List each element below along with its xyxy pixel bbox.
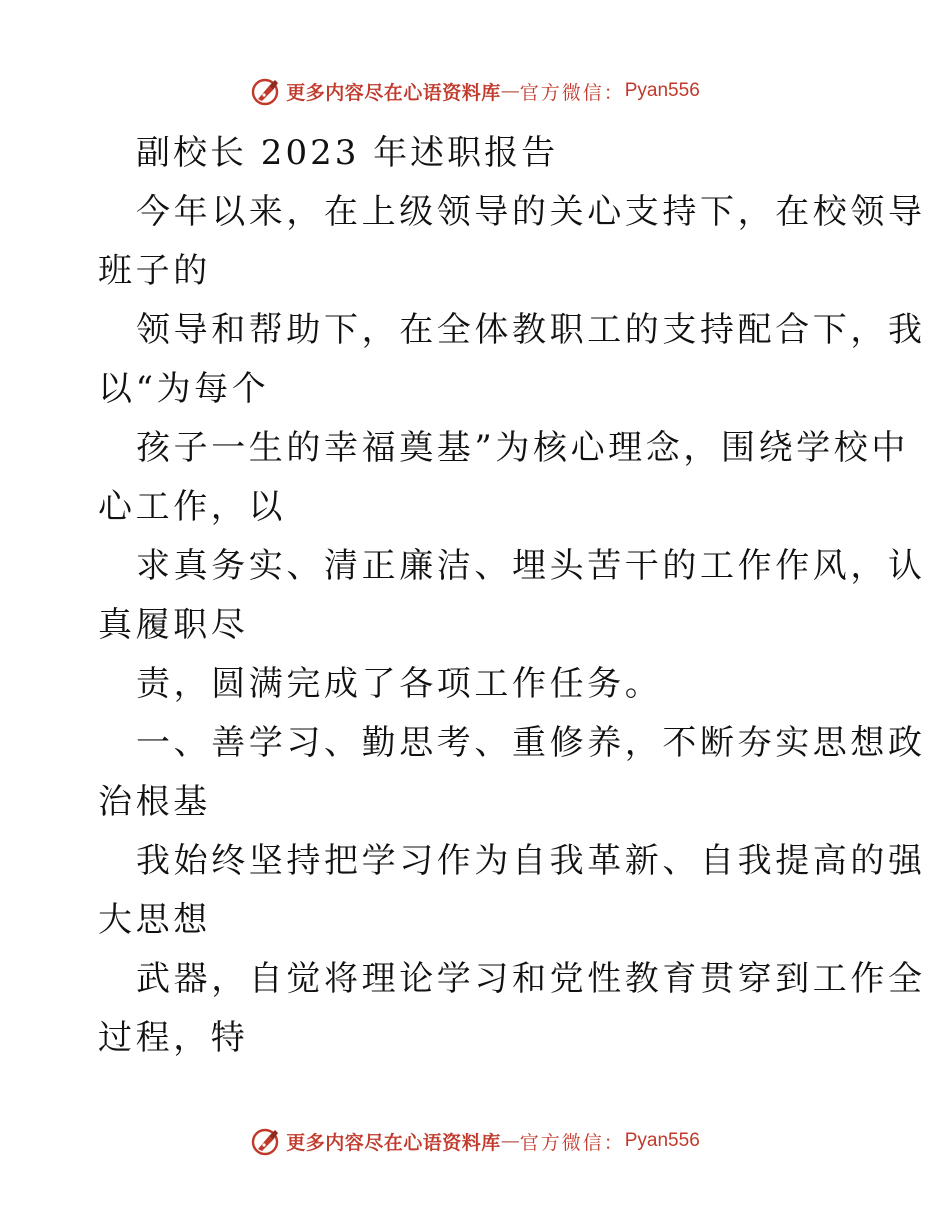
paragraph-line: 求真务实、清正廉洁、埋头苦干的工作作风，认 (136, 546, 926, 586)
paragraph-line: 以“为每个 (98, 369, 270, 409)
footer-watermark-banner (0, 1121, 950, 1161)
paragraph-line: 大思想 (98, 900, 211, 940)
banner-separator: — (500, 80, 520, 102)
document-body (98, 124, 926, 1068)
paragraph-line: 今年以来，在上级领导的关心支持下，在校领导 (136, 192, 926, 232)
paragraph-line: 武器，自觉将理论学习和党性教育贯穿到工作全 (136, 959, 926, 999)
paragraph-line: 心工作，以 (98, 487, 286, 527)
banner-contact-label: 官方微信： (519, 81, 625, 104)
paragraph-line: 责，圆满完成了各项工作任务。 (136, 664, 663, 704)
document-title: 副校长 2023 年述职报告 (136, 133, 559, 173)
pen-nib-circle-icon (250, 1125, 282, 1157)
paragraph-line: 过程，特 (98, 1018, 249, 1058)
pen-nib-circle-icon (250, 75, 282, 107)
banner-main-text: 更多内容尽在心语资料库 (286, 81, 501, 104)
paragraph-line: 领导和帮助下，在全体教职工的支持配合下，我 (136, 310, 926, 350)
paragraph-line: 孩子一生的幸福奠基”为核心理念，围绕学校中 (136, 428, 909, 468)
header-watermark-banner (0, 71, 950, 111)
banner-contact-id: Pyan556 (624, 80, 700, 101)
section-heading-line: 治根基 (98, 782, 211, 822)
section-heading-line: 一、善学习、勤思考、重修养，不断夯实思想政 (136, 723, 926, 763)
paragraph-line: 我始终坚持把学习作为自我革新、自我提高的强 (136, 841, 926, 881)
banner-contact-id: Pyan556 (624, 1130, 700, 1151)
paragraph-line: 真履职尽 (98, 605, 249, 645)
paragraph-line: 班子的 (98, 251, 211, 291)
banner-main-text: 更多内容尽在心语资料库 (286, 1131, 501, 1154)
banner-contact-label: 官方微信： (519, 1131, 625, 1154)
banner-separator: — (500, 1130, 520, 1152)
